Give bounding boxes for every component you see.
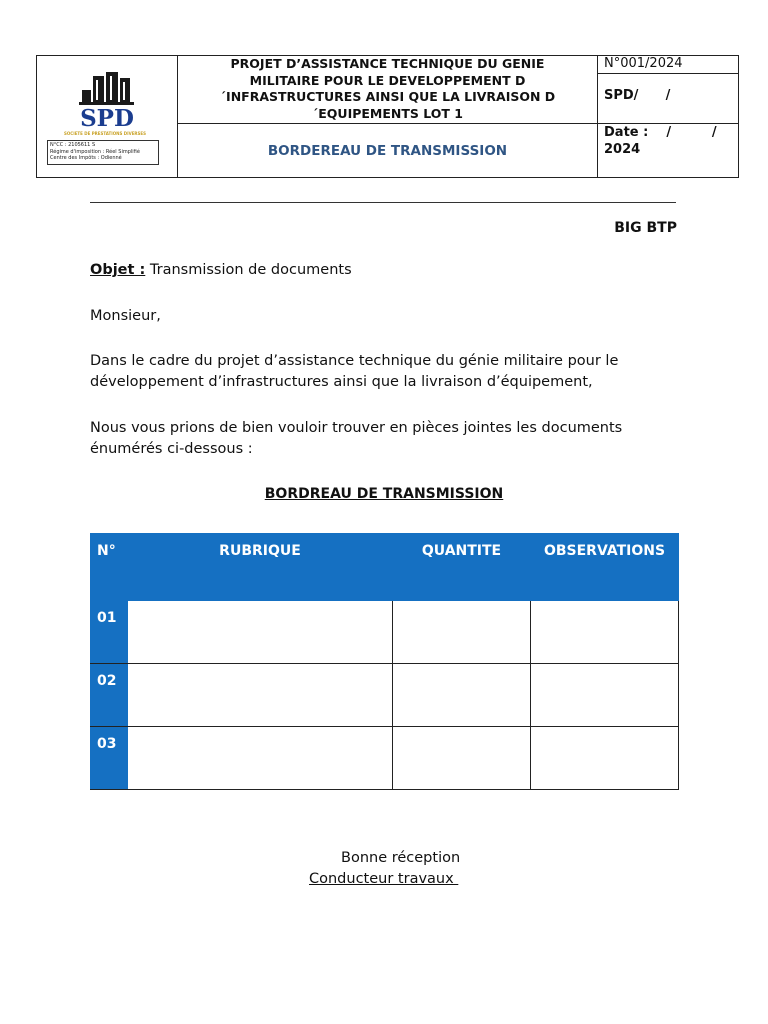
object-line	[90, 260, 690, 281]
table-header-row	[91, 534, 679, 601]
paragraph-1	[90, 351, 690, 393]
closing-text: Bonne réception	[341, 850, 461, 866]
signatory: Conducteur travaux	[309, 871, 459, 887]
salutation: Monsieur,	[90, 308, 161, 324]
project-title-line: PROJET D’ASSISTANCE TECHNIQUE DU GENIE	[230, 56, 545, 71]
documents-table	[90, 533, 679, 790]
observations-cell[interactable]	[531, 727, 679, 790]
document-type: BORDEREAU DE TRANSMISSION	[178, 124, 598, 178]
paragraph-line: Dans le cadre du projet d’assistance technique du génie militaire pour le	[90, 353, 619, 369]
project-title	[178, 56, 598, 124]
section-title: BORDREAU DE TRANSMISSION	[264, 486, 504, 502]
column-header-quantite: QUANTITE	[393, 534, 531, 601]
quantite-cell[interactable]	[393, 601, 531, 664]
registration-line: N°CC : 2105611 S	[50, 142, 96, 148]
observations-cell[interactable]	[531, 664, 679, 727]
paragraph-2	[90, 418, 690, 460]
rubrique-cell[interactable]	[128, 664, 393, 727]
company-tagline: SOCIETE DE PRESTATIONS DIVERSES	[63, 131, 146, 136]
column-header-number: N°	[91, 534, 128, 601]
table-row	[91, 601, 679, 664]
paragraph-line: Nous vous prions de bien vouloir trouver en pièces jointes les documents	[90, 420, 623, 436]
object-label: Objet :	[90, 262, 146, 278]
divider	[90, 202, 676, 203]
row-number: 02	[91, 664, 128, 727]
object-text: Transmission de documents	[145, 262, 352, 278]
recipient: BIG BTP	[614, 220, 677, 236]
registration-line: Centre des Impôts : Odienné	[50, 155, 122, 161]
column-header-observations: OBSERVATIONS	[531, 534, 679, 601]
rubrique-cell[interactable]	[128, 727, 393, 790]
rubrique-cell[interactable]	[128, 601, 393, 664]
project-title-line: ´EQUIPEMENTS LOT 1	[312, 105, 463, 121]
reference-number: N°001/2024	[598, 56, 738, 74]
date-line: Date : / /	[604, 125, 717, 140]
project-title-line: ´INFRASTRUCTURES AINSI QUE LA LIVRAISON D	[219, 89, 556, 104]
row-number: 03	[91, 727, 128, 790]
row-number: 01	[91, 601, 128, 664]
registration-line: Régime d'imposition : Réel Simplifié	[50, 148, 140, 155]
observations-cell[interactable]	[531, 601, 679, 664]
paragraph-line: développement d’infrastructures ainsi que la livraison d’équipement,	[90, 374, 593, 390]
date-year: 2024	[604, 142, 641, 157]
company-registration-box	[47, 140, 159, 165]
table-row	[91, 664, 679, 727]
company-logo-text: SPD	[80, 105, 134, 132]
quantite-cell[interactable]	[393, 664, 531, 727]
column-header-rubrique: RUBRIQUE	[128, 534, 393, 601]
project-title-line: MILITAIRE POUR LE DEVELOPPEMENT D	[249, 72, 526, 88]
paragraph-line: énumérés ci-dessous :	[90, 441, 253, 457]
spd-reference: SPD/ /	[598, 74, 738, 124]
table-row	[91, 727, 679, 790]
date-field	[598, 124, 738, 178]
quantite-cell[interactable]	[393, 727, 531, 790]
